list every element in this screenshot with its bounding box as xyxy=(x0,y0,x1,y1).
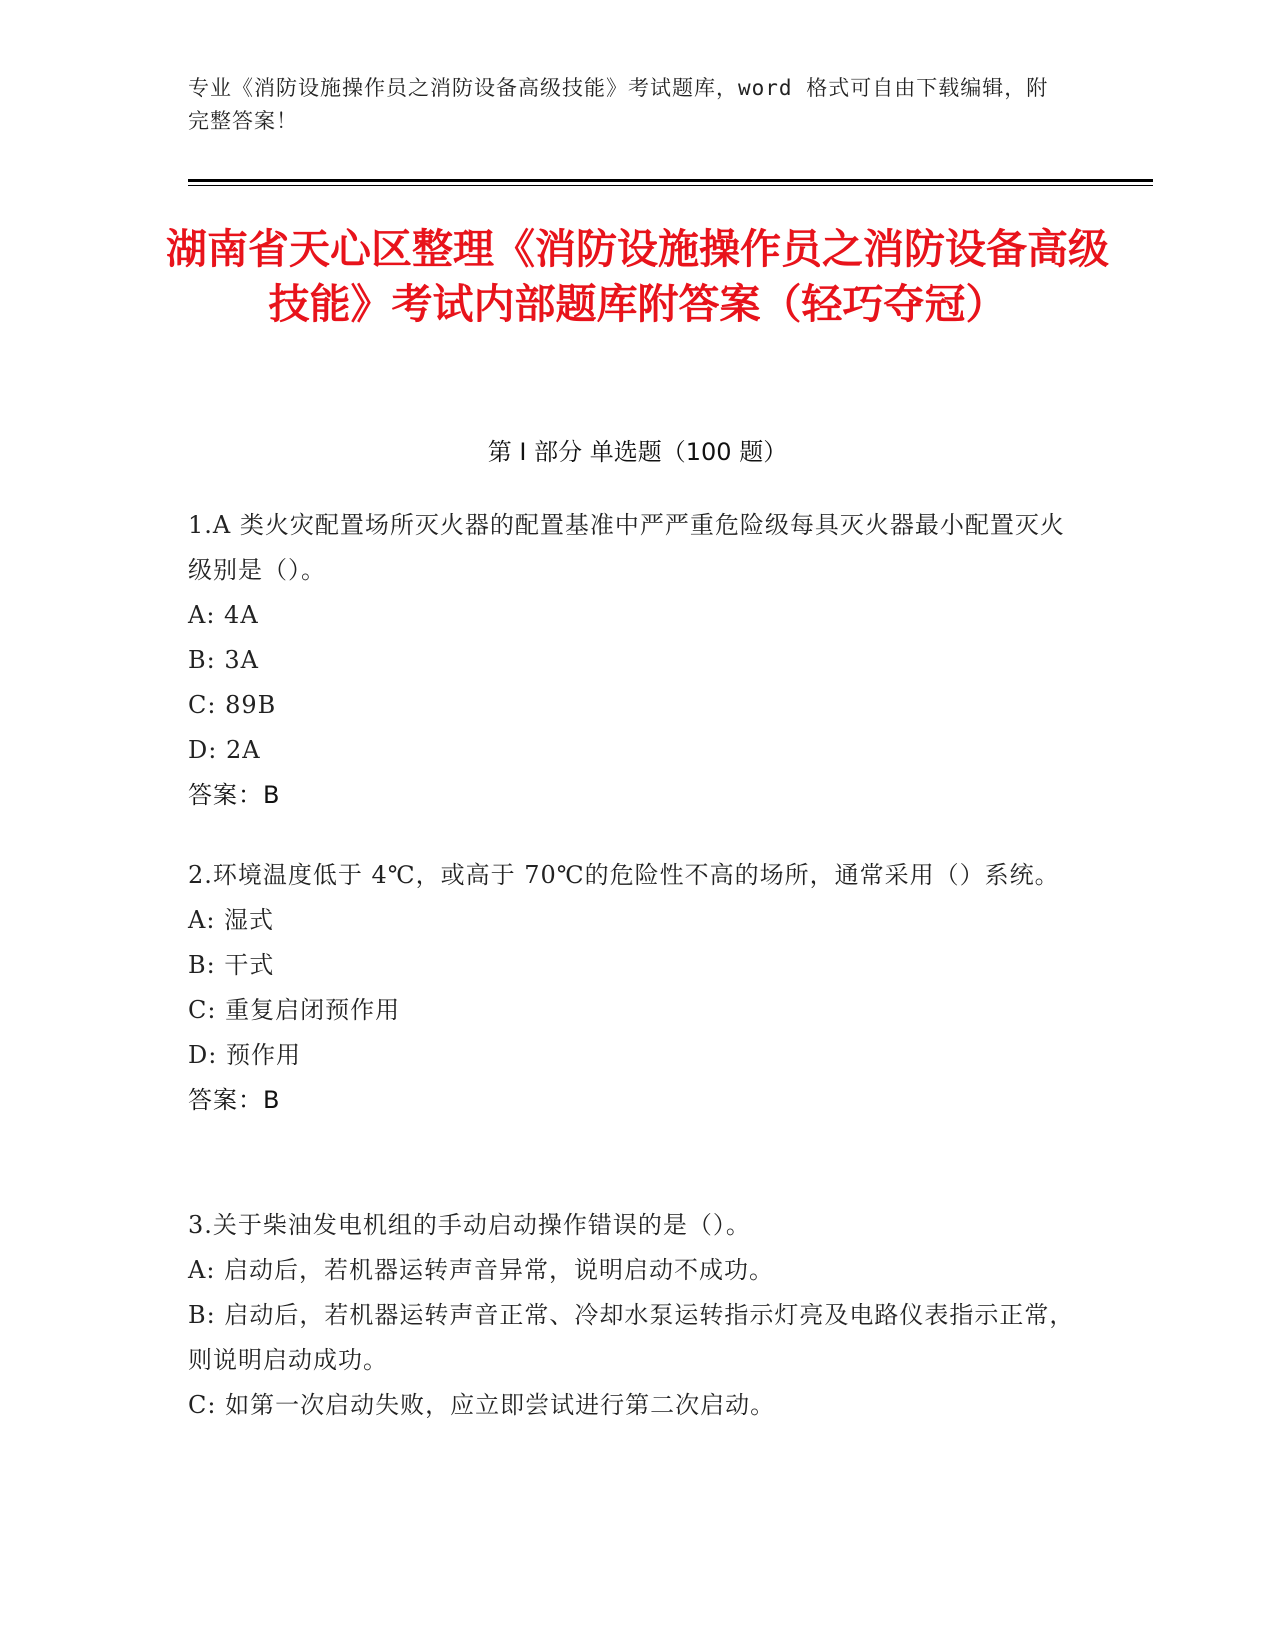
option-a: A: 启动后，若机器运转声音异常，说明启动不成功。 xyxy=(188,1256,775,1284)
option-a: A: 4A xyxy=(188,601,259,629)
answer: 答案：B xyxy=(188,781,281,809)
option-d: D: 预作用 xyxy=(188,1041,301,1069)
answer: 答案：B xyxy=(188,1086,281,1114)
option-d: D: 2A xyxy=(188,736,261,764)
question-stem: 2.环境温度低于 4℃，或高于 70℃的危险性不高的场所，通常采用（）系统。 xyxy=(188,861,1060,889)
section-heading: 第 I 部分 单选题（100 题） xyxy=(487,438,788,466)
option-a: A: 湿式 xyxy=(188,906,275,934)
question-2 xyxy=(188,853,1088,1123)
header-note: 专业《消防设施操作员之消防设备高级技能》考试题库，word 格式可自由下载编辑，附完整答案！ xyxy=(188,76,1049,133)
question-1 xyxy=(188,503,1088,818)
header-divider-thick xyxy=(188,179,1153,182)
option-b: B: 3A xyxy=(188,646,259,674)
option-c: C: 89B xyxy=(188,691,277,719)
option-b: B: 启动后，若机器运转声音正常、冷却水泵运转指示灯亮及电路仪表指示正常，则说明启动成功。 xyxy=(188,1301,1075,1374)
option-c: C: 如第一次启动失败，应立即尝试进行第二次启动。 xyxy=(188,1391,776,1419)
option-b: B: 干式 xyxy=(188,951,275,979)
question-3 xyxy=(188,1203,1088,1428)
header-divider-thin xyxy=(188,185,1153,186)
question-stem: 1.A 类火灾配置场所灭火器的配置基准中严严重危险级每具灭火器最小配置灭火级别是（）。 xyxy=(188,511,1065,584)
document-title: 湖南省天心区整理《消防设施操作员之消防设备高级技能》考试内部题库附答案（轻巧夺冠） xyxy=(166,225,1109,328)
question-stem: 3.关于柴油发电机组的手动启动操作错误的是（）。 xyxy=(188,1211,751,1239)
option-c: C: 重复启闭预作用 xyxy=(188,996,401,1024)
